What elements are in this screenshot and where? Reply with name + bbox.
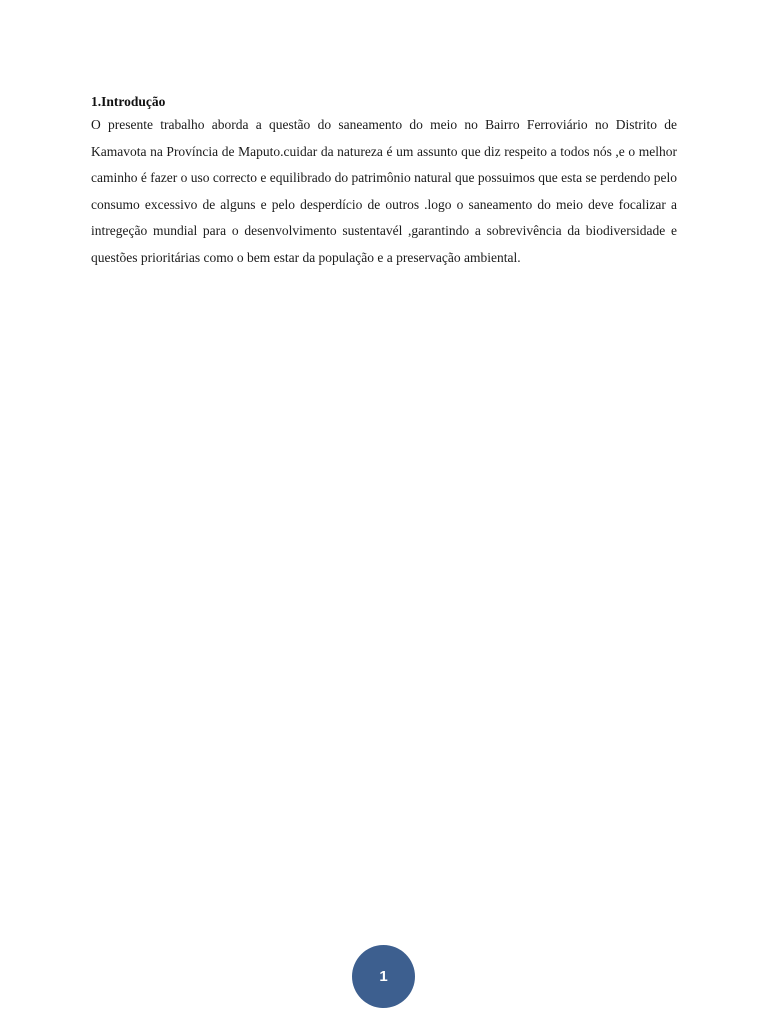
section-heading: 1.Introdução (91, 94, 166, 109)
page-number-badge (352, 945, 415, 1008)
page-number: 1 (379, 968, 388, 985)
introduction-paragraph: O presente trabalho aborda a questão do saneamento do meio no Bairro Ferroviário no Distrito de Kamavota na Província de Maputo.cuidar da natureza é um assunto que diz respeito a todos nós ,e o melhor caminho é fazer o uso correcto e equilibrado do patrimônio natural que possuimos que esta se perdendo pelo consumo excessivo de alguns e pelo desperdício de outros .logo o saneamento do meio deve focalizar a intregeção mundial para o desenvolvimento sustentavél ,garantindo a sobrevivência da biodiversidade e questões prioritárias como o bem estar da população e a preservação ambiental. (91, 117, 677, 265)
document-content (91, 92, 677, 272)
